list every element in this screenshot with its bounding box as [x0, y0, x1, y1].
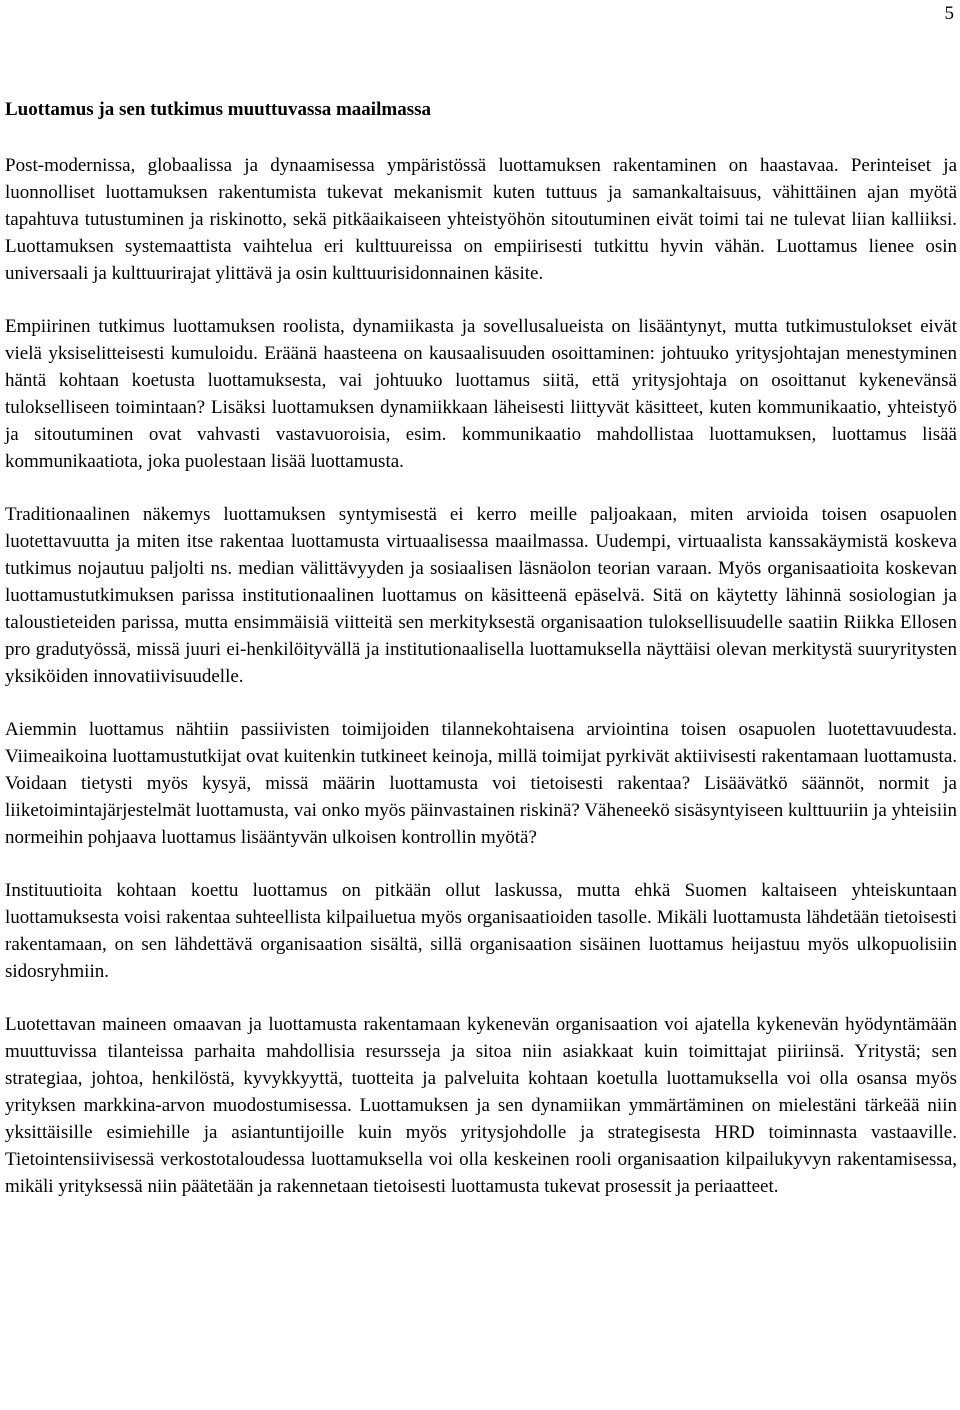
paragraph: Aiemmin luottamus nähtiin passiivisten toimijoiden tilannekohtaisena arviointina toisen osapuolen luotettavuudesta. Viimeaikoina luottamustutkijat ovat kuitenkin tutkineet keinoja, millä toimijat pyrkivät aktiivisesti rakentamaan luottamusta. Voidaan tietysti myös kysyä, missä määrin luottamusta voi tietoisesti rakentaa? Lisäävätkö säännöt, normit ja liiketoimintajärjestelmät luottamusta, vai onko myös päinvastainen riskinä? Väheneekö sisäsyntyiseen kulttuuriin ja yhteisiin normeihin pohjaava luottamus lisääntyvän ulkoisen kontrollin myötä? — [5, 719, 957, 848]
section-title: Luottamus ja sen tutkimus muuttuvassa maailmassa — [5, 99, 431, 120]
paragraph: Empiirinen tutkimus luottamuksen roolista, dynamiikasta ja sovellusalueista on lisääntynyt, mutta tutkimustulokset eivät vielä yksiselitteisesti kumuloidu. Eräänä haasteena on kausaalisuuden osoittaminen: johtuuko yritysjohtajan menestyminen häntä kohtaan koetusta luottamuksesta, vai johtuuko luottamus siitä, että yritysjohtaja on osoittanut kykenevänsä tulokselliseen toimintaan? Lisäksi luottamuksen dynamiikkaan läheisesti liittyvät käsitteet, kuten kommunikaatio, yhteistyö ja sitoutuminen ovat vahvasti vastavuoroisia, esim. kommunikaatio mahdollistaa luottamuksen, luottamus lisää kommunikaatiota, joka puolestaan lisää luottamusta. — [5, 316, 957, 472]
paragraph: Post-modernissa, globaalissa ja dynaamisessa ympäristössä luottamuksen rakentaminen on haastavaa. Perinteiset ja luonnolliset luottamuksen rakentumista tukevat mekanismit kuten tuttuus ja samankaltaisuus, vähittäinen ajan myötä tapahtuva tutustuminen ja riskinotto, sekä pitkäaikaiseen yhteistyöhön sitoutuminen eivät toimi tai ne tulevat liian kalliiksi. Luottamuksen systemaattista vaihtelua eri kulttuureissa on empiirisesti tutkittu hyvin vähän. Luottamus lienee osin universaali ja kulttuurirajat ylittävä ja osin kulttuurisidonnainen käsite. — [5, 155, 957, 284]
paragraph: Instituutioita kohtaan koettu luottamus on pitkään ollut laskussa, mutta ehkä Suomen kaltaiseen yhteiskuntaan luottamuksesta voisi rakentaa suhteellista kilpailuetua myös organisaatioiden tasolle. Mikäli luottamusta lähdetään tietoisesti rakentamaan, on sen lähdettävä organisaation sisältä, sillä organisaation sisäinen luottamus heijastuu myös ulkopuolisiin sidosryhmiin. — [5, 880, 957, 982]
paragraph: Luotettavan maineen omaavan ja luottamusta rakentamaan kykenevän organisaation voi ajatella kykenevän hyödyntämään muuttuvissa tilanteissa parhaita mahdollisia resursseja ja sitoa niin asiakkaat kuin toimittajat piiriinsä. Yritystä; sen strategiaa, johtoa, henkilöstä, kyvykkyyttä, tuotteita ja palveluita kohtaan koetulla luottamuksella voi olla osansa myös yrityksen markkina-arvon muodostumisessa. Luottamuksen ja sen dynamiikan ymmärtäminen on mielestäni tärkeää niin yksittäisille esimiehille ja asiantuntijoille kuin myös yritysjohdolle ja strategisesta HRD toiminnasta vastaaville. Tietointensiivisessä verkostotaloudessa luottamuksella voi olla keskeinen rooli organisaation kilpailukyvyn rakentamisessa, mikäli yrityksessä niin päätetään ja rakennetaan tietoisesti luottamusta tukevat prosessit ja periaatteet. — [5, 1014, 957, 1197]
page-number: 5 — [944, 3, 954, 24]
body-text — [5, 152, 957, 1226]
paragraph: Traditionaalinen näkemys luottamuksen syntymisestä ei kerro meille paljoakaan, miten arvioida toisen osapuolen luotettavuutta ja miten itse rakentaa luottamusta virtuaalisessa maailmassa. Uudempi, virtuaalista kanssakäymistä koskeva tutkimus nojautuu paljolti ns. median välittävyyden ja sosiaalisen läsnäolon teorian varaan. Myös organisaatioita koskevan luottamustutkimuksen parissa institutionaalinen luottamus on käsitteenä epäselvä. Sitä on käytetty lähinnä sosiologian ja taloustieteiden parissa, mutta ensimmäisiä viitteitä sen merkityksestä organisaation tuloksellisuudelle saatiin Riikka Ellosen pro gradutyössä, missä juuri ei-henkilöityvällä ja institutionaalisella luottamuksella näyttäisi olevan merkitystä suuryritysten yksiköiden innovatiivisuudelle. — [5, 504, 957, 687]
